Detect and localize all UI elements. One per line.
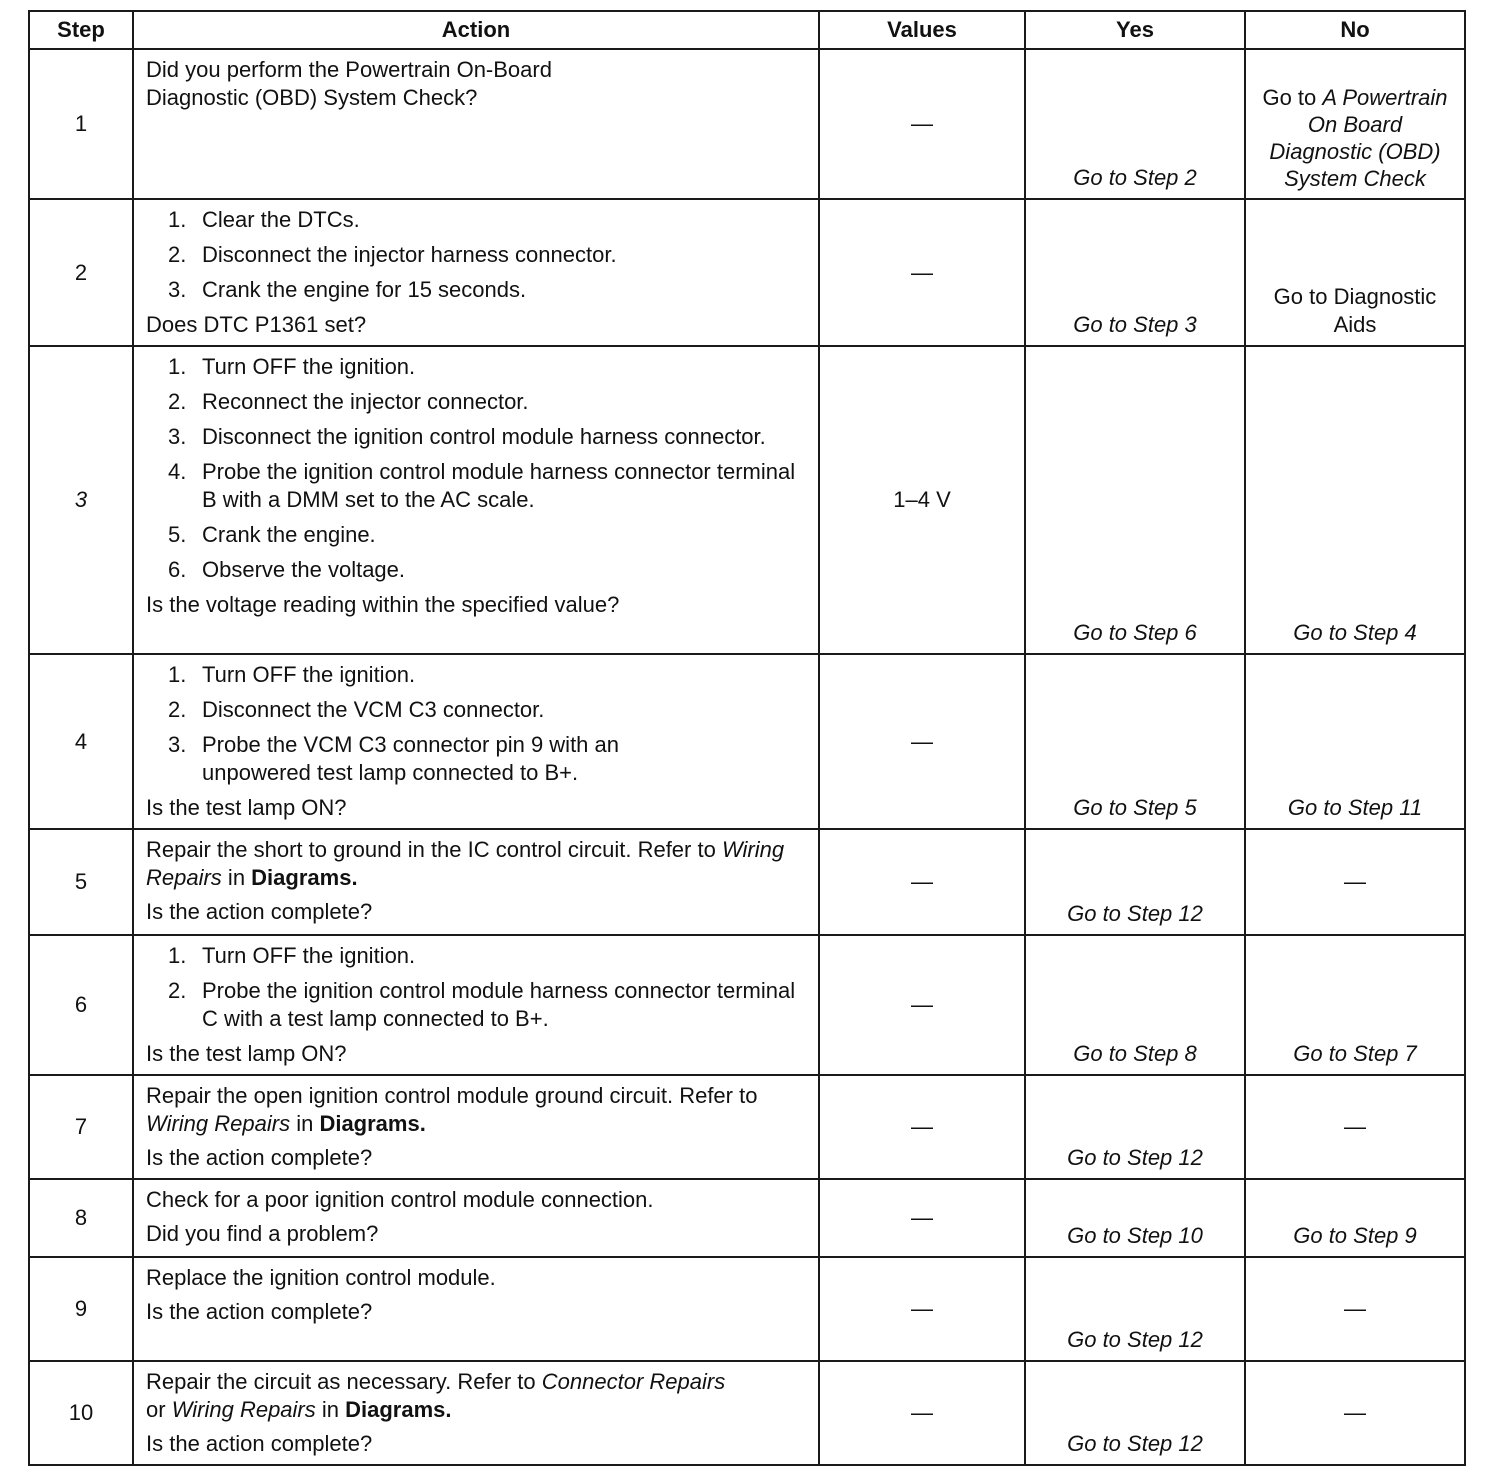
question-text: Is the voltage reading within the specified value? [146,592,620,617]
value-cell: — [819,49,1025,199]
action-text: Did you perform the Powertrain On-Board Diagnostic (OBD) System Check? [146,57,552,110]
connector-repairs-ref: Connector Repairs [541,1369,726,1394]
value-cell: — [819,1361,1025,1465]
table-row [29,1361,1465,1465]
step-item: 3. Crank the engine for 15 seconds. [168,277,527,302]
question-text: Did you find a problem? [146,1221,379,1246]
diagrams-ref: Diagrams. [345,1397,452,1422]
table-row [29,935,1465,1075]
table-row [29,1257,1465,1361]
step-number: 3 [29,346,133,654]
step-item: 2. Probe the ignition control module harness connector terminal C with a test lamp connected to B+. [168,978,796,1031]
value-cell: — [819,654,1025,829]
wiring-repairs-ref: Wiring Repairs [146,837,785,890]
value-cell: — [819,1257,1025,1361]
no-cell: Go to Step 4 [1245,346,1465,654]
yes-cell: Go to Step 12 [1025,1257,1245,1361]
value-cell: 1–4 V [819,346,1025,654]
table-row [29,1075,1465,1179]
no-cell: Go to Step 11 [1245,654,1465,829]
table-row [29,1179,1465,1257]
step-number: 5 [29,829,133,935]
yes-cell: Go to Step 6 [1025,346,1245,654]
yes-cell: Go to Step 8 [1025,935,1245,1075]
question-text: Is the action complete? [146,899,373,924]
action-cell [133,346,819,654]
action-cell [133,1257,819,1361]
step-number: 1 [29,49,133,199]
question-text: Does DTC P1361 set? [146,312,367,337]
table-row [29,346,1465,654]
question-text: Is the action complete? [146,1145,373,1170]
action-cell [133,1361,819,1465]
header-values: Values [819,11,1025,49]
no-cell: — [1245,1075,1465,1179]
header-yes: Yes [1025,11,1245,49]
yes-cell: Go to Step 12 [1025,1075,1245,1179]
step-number: 7 [29,1075,133,1179]
value-cell: — [819,829,1025,935]
step-number: 2 [29,199,133,346]
step-item: 1. Clear the DTCs. [168,207,360,232]
action-cell [133,935,819,1075]
step-item: 6. Observe the voltage. [168,557,406,582]
no-italic-ref: A Powertrain On Board Diagnostic (OBD) System Check [1269,85,1448,191]
wiring-repairs-ref: Wiring Repairs [171,1397,316,1422]
step-item: 2. Disconnect the VCM C3 connector. [168,697,545,722]
table-row [29,654,1465,829]
no-cell: Go to Diagnostic Aids [1245,199,1465,346]
action-text: Repair the short to ground in the IC control circuit. Refer to Wiring Repairs in Diagrams. [146,837,785,890]
step-item: 3. Probe the VCM C3 connector pin 9 with an unpowered test lamp connected to B+. [168,732,620,785]
step-item: 2. Reconnect the injector connector. [168,389,529,414]
action-cell [133,1075,819,1179]
step-item: 2. Disconnect the injector harness connector. [168,242,617,267]
wiring-repairs-ref: Wiring Repairs [146,1111,291,1136]
table-row [29,199,1465,346]
action-cell [133,49,819,199]
step-item: 1. Turn OFF the ignition. [168,354,416,379]
header-action: Action [133,11,819,49]
value-cell: — [819,1179,1025,1257]
value-cell: — [819,935,1025,1075]
action-text: Repair the circuit as necessary. Refer to Connector Repairs or Wiring Repairs in Diagrams. [146,1369,726,1422]
question-text: Is the action complete? [146,1299,373,1324]
action-cell [133,1179,819,1257]
question-text: Is the test lamp ON? [146,1041,347,1066]
diagnostic-table [28,10,1466,1466]
header-no: No [1245,11,1465,49]
value-cell: — [819,1075,1025,1179]
question-text: Is the test lamp ON? [146,795,347,820]
step-item: 1. Turn OFF the ignition. [168,662,416,687]
diagrams-ref: Diagrams. [251,865,358,890]
no-cell [1245,49,1465,199]
step-item: 5. Crank the engine. [168,522,376,547]
yes-cell: Go to Step 3 [1025,199,1245,346]
step-number: 8 [29,1179,133,1257]
step-item: 3. Disconnect the ignition control module harness connector. [168,424,766,449]
diagrams-ref: Diagrams. [319,1111,426,1136]
step-item: 4. Probe the ignition control module harness connector terminal B with a DMM set to the AC scale. [168,459,796,512]
no-cell: Go to Step 7 [1245,935,1465,1075]
no-cell: — [1245,829,1465,935]
action-text: Replace the ignition control module. [146,1265,496,1290]
step-number: 9 [29,1257,133,1361]
action-text: Check for a poor ignition control module connection. [146,1187,654,1212]
step-item: 1. Turn OFF the ignition. [168,943,416,968]
no-cell: Go to Step 9 [1245,1179,1465,1257]
table-row [29,829,1465,935]
action-cell [133,199,819,346]
header-row [29,11,1465,49]
yes-cell: Go to Step 2 [1025,49,1245,199]
yes-cell: Go to Step 12 [1025,1361,1245,1465]
no-cell: — [1245,1361,1465,1465]
step-number: 6 [29,935,133,1075]
action-text: Repair the open ignition control module ground circuit. Refer to Wiring Repairs in Diagrams. [146,1083,758,1136]
action-cell [133,829,819,935]
no-prefix: Go to [1262,85,1323,110]
header-step: Step [29,11,133,49]
step-number: 4 [29,654,133,829]
question-text: Is the action complete? [146,1431,373,1456]
action-cell [133,654,819,829]
yes-cell: Go to Step 12 [1025,829,1245,935]
yes-cell: Go to Step 5 [1025,654,1245,829]
no-cell: — [1245,1257,1465,1361]
yes-cell: Go to Step 10 [1025,1179,1245,1257]
step-number: 10 [29,1361,133,1465]
value-cell: — [819,199,1025,346]
table-row [29,49,1465,199]
